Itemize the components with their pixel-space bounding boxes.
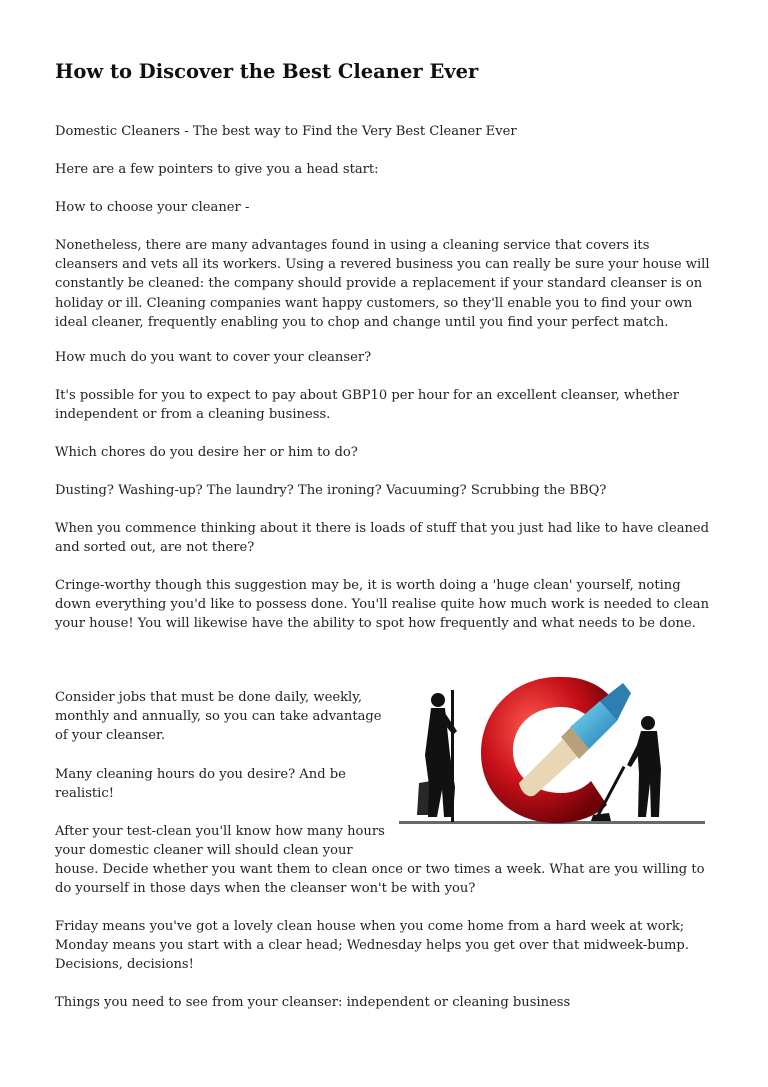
paragraph-days: Friday means you've got a lovely clean house when you come home from a hard week at work; Monday means you start with a clear head; Wednesday helps you get over that midweek-bump. Decisions, decisions! xyxy=(55,919,689,973)
document-title: How to Discover the Best Cleaner Ever xyxy=(55,60,479,83)
paragraph-price: It's possible for you to expect to pay about GBP10 per hour for an excellent cleanser, whether independent or from a cleaning business. xyxy=(55,388,680,423)
paragraph-decide: house. Decide whether you want them to clean once or two times a week. What are you willing to do yourself in those days when the cleanser won't be with you? xyxy=(55,862,705,897)
paragraph-how-much: How much do you want to cover your cleanser? xyxy=(55,350,372,365)
paragraph-which-chores: Which chores do you desire her or him to do? xyxy=(55,445,358,460)
paragraph-advantages: Nonetheless, there are many advantages found in using a cleaning service that covers its cleansers and vets all its workers. Using a revered business you can really be sure your house will constantly be cleaned: the company should provide a replacement if your standard cleanser is on holiday or ill. Cleaning companies want happy customers, so they'll enable you to find your own ideal cleaner, frequently enabling you to chop and change until you find your perfect match. xyxy=(55,238,710,330)
paragraph-huge-clean: Cringe-worthy though this suggestion may be, it is worth doing a 'huge clean' yourself, noting down everything you'd like to possess done. You'll realise quite how much work is needed to clean your house! You will likewise have the ability to spot how frequently and what needs to be done. xyxy=(55,578,710,632)
paragraph-how-to-choose: How to choose your cleaner - xyxy=(55,200,250,215)
paragraph-test-clean: After your test-clean you'll know how many hours your domestic cleaner will should clean your xyxy=(55,824,385,859)
paragraph-subtitle: Domestic Cleaners - The best way to Find the Very Best Cleaner Ever xyxy=(55,124,517,139)
paragraph-thinking: When you commence thinking about it there is loads of stuff that you just had like to have cleaned and sorted out, are not there? xyxy=(55,521,710,556)
paragraph-pointers: Here are a few pointers to give you a head start: xyxy=(55,162,379,177)
cleaner-silhouette-left-icon xyxy=(417,690,457,822)
paragraph-things-needed: Things you need to see from your cleanser: independent or cleaning business xyxy=(55,995,571,1010)
red-c-logo-icon xyxy=(481,677,609,823)
paragraph-hours: Many cleaning hours do you desire? And be realistic! xyxy=(55,767,346,802)
paragraph-chore-list: Dusting? Washing-up? The laundry? The ironing? Vacuuming? Scrubbing the BBQ? xyxy=(55,483,607,498)
paragraph-jobs: Consider jobs that must be done daily, weekly, monthly and annually, so you can take advantage of your cleanser. xyxy=(55,690,382,744)
cleaning-illustration xyxy=(395,665,707,830)
